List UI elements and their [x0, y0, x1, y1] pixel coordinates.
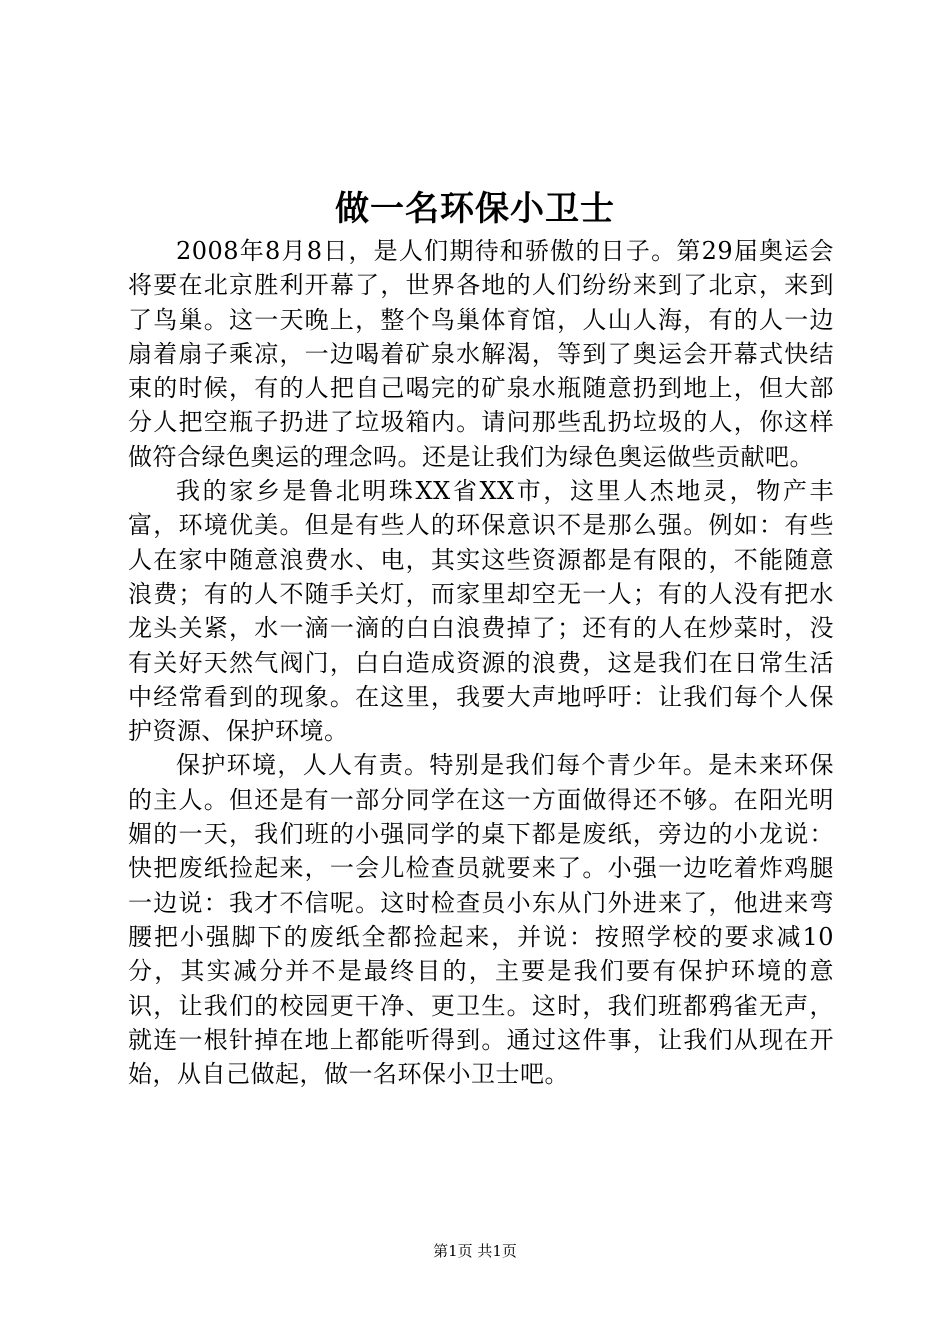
paragraph-1: 2008年8月8日，是人们期待和骄傲的日子。第29届奥运会将要在北京胜利开幕了，世界各地的人们纷纷来到了北京，来到了鸟巢。这一天晚上，整个鸟巢体育馆，人山人海，有的人一边扇着扇子乘凉，一边喝着矿泉水解渴，等到了奥运会开幕式快结束的时候，有的人把自己喝完的矿泉水瓶随意扔到地上，但大部分人把空瓶子扔进了垃圾箱内。请问那些乱扔垃圾的人，你这样做符合绿色奥运的理念吗。还是让我们为绿色奥运做些贡献吧。 [128, 237, 834, 471]
page-footer: 第1页 共1页 [433, 1242, 517, 1260]
document-body [128, 234, 834, 1091]
paragraph-3: 保护环境，人人有责。特别是我们每个青少年。是未来环保的主人。但还是有一部分同学在这一方面做得还不够。在阳光明媚的一天，我们班的小强同学的桌下都是废纸，旁边的小龙说：快把废纸捡起来，一会儿检查员就要来了。小强一边吃着炸鸡腿一边说：我才不信呢。这时检查员小东从门外进来了，他进来弯腰把小强脚下的废纸全都捡起来，并说：按照学校的要求减10分，其实减分并不是最终目的，主要是我们要有保护环境的意识，让我们的校园更干净、更卫生。这时，我们班都鸦雀无声，就连一根针掉在地上都能听得到。通过这件事，让我们从现在开始，从自己做起，做一名环保小卫士吧。 [128, 751, 834, 1089]
document-title: 做一名环保小卫士 [335, 189, 615, 229]
paragraph-2: 我的家乡是鲁北明珠XX省XX市，这里人杰地灵，物产丰富，环境优美。但是有些人的环保意识不是那么强。例如：有些人在家中随意浪费水、电，其实这些资源都是有限的，不能随意浪费；有的人不随手关灯，而家里却空无一人；有的人没有把水龙头关紧，水一滴一滴的白白浪费掉了；还有的人在炒菜时，没有关好天然气阀门，白白造成资源的浪费，这是我们在日常生活中经常看到的现象。在这里，我要大声地呼吁：让我们每个人保护资源、保护环境。 [128, 477, 834, 746]
